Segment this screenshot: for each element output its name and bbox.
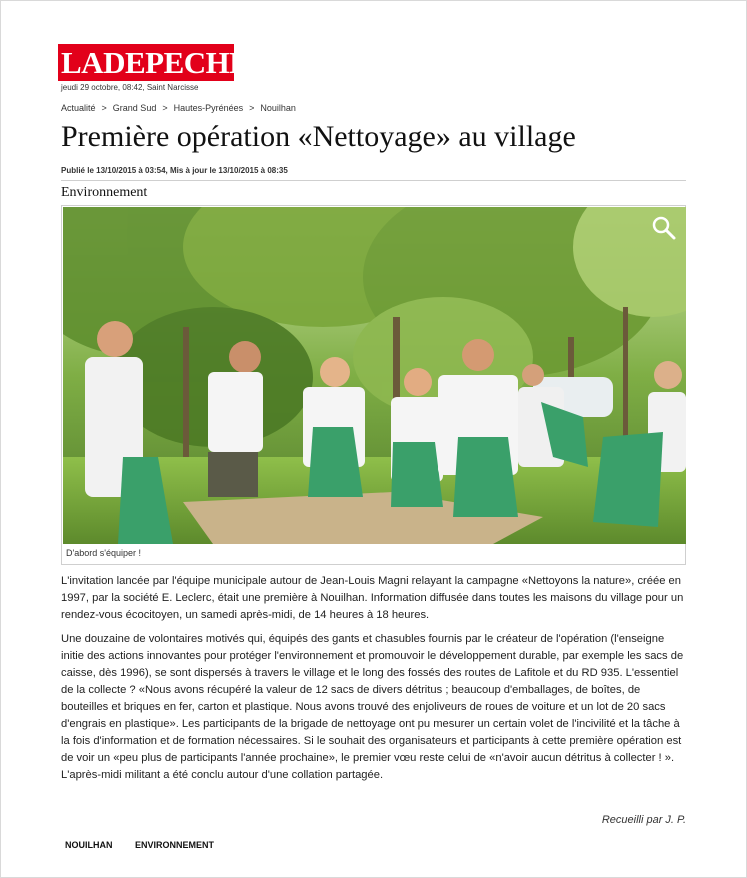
publication-date: Publié le 13/10/2015 à 03:54, Mis à jour le 13/10/2015 à 08:35 [61, 166, 288, 175]
breadcrumb [61, 103, 296, 113]
article-figure [61, 205, 686, 565]
section-label[interactable]: Environnement [61, 185, 148, 200]
tag-nouilhan[interactable]: NOUILHAN [65, 840, 113, 850]
breadcrumb-item-hautes-pyrenees[interactable]: Hautes-Pyrénées [173, 103, 244, 113]
tag-environnement[interactable]: ENVIRONNEMENT [135, 840, 215, 850]
article-paragraph: L'invitation lancée par l'équipe municipale autour de Jean-Louis Magni relayant la campagne «Nettoyons la nature», créée en 1997, par la société E. Leclerc, était une première à Nouilhan. Information diffusée dans toutes les maisons du village pour un rendez-vous écocitoyen, un samedi après-midi, de 14 heures à 18 heures. [61, 575, 684, 621]
article-body [61, 573, 686, 791]
breadcrumb-separator: > [101, 103, 107, 113]
article-title: Première opération «Nettoyage» au village [61, 120, 576, 153]
image-caption: D'abord s'équiper ! [66, 548, 141, 558]
article-paragraph: Une douzaine de volontaires motivés qui, équipés des gants et chasubles fournis par le créateur de l'opération (l'enseigne initie des actions innovantes pour protéger l'environnement et promouvoir le développement durable, par exemple les sacs de caisse, dès 1996), se sont dispersés à travers le village et le long des fossés des routes de Lafitole et du RD 935. L'essentiel de la collecte ? «Nous avons récupéré la valeur de 12 sacs de divers détritus ; beaucoup d'emballages, de boîtes, de bouteilles et briques en fer, carton et plastique. Nous avons trouvé des enjoliveurs de roues de voiture et un lot de 20 sacs d'engrais en plastique». Les participants de la brigade de nettoyage ont pu mesurer un certain volet de l'incivilité et la tâche à la fois d'information et de formation nécessaires. Si le souhait des organisateurs et participants à cette première opération est de voir un «peu plus de participants l'année prochaine», le premier vœu reste celui de «n'avoir aucun détritus à collecter ! ». L'après-midi militant a été conclu autour d'une collation partagée. [61, 633, 684, 781]
site-logo[interactable]: LADEPECHE.fr [58, 44, 234, 81]
breadcrumb-item-grand-sud[interactable]: Grand Sud [112, 103, 157, 113]
title-divider [61, 180, 686, 181]
breadcrumb-item-actualite[interactable]: Actualité [61, 103, 96, 113]
article-author: Recueilli par J. P. [601, 814, 686, 826]
date-line: jeudi 29 octobre, 08:42, Saint Narcisse [61, 83, 199, 92]
article-photo[interactable] [63, 207, 686, 544]
tag-list [65, 840, 234, 850]
breadcrumb-separator: > [162, 103, 168, 113]
breadcrumb-item-nouilhan[interactable]: Nouilhan [260, 103, 296, 113]
breadcrumb-separator: > [249, 103, 255, 113]
